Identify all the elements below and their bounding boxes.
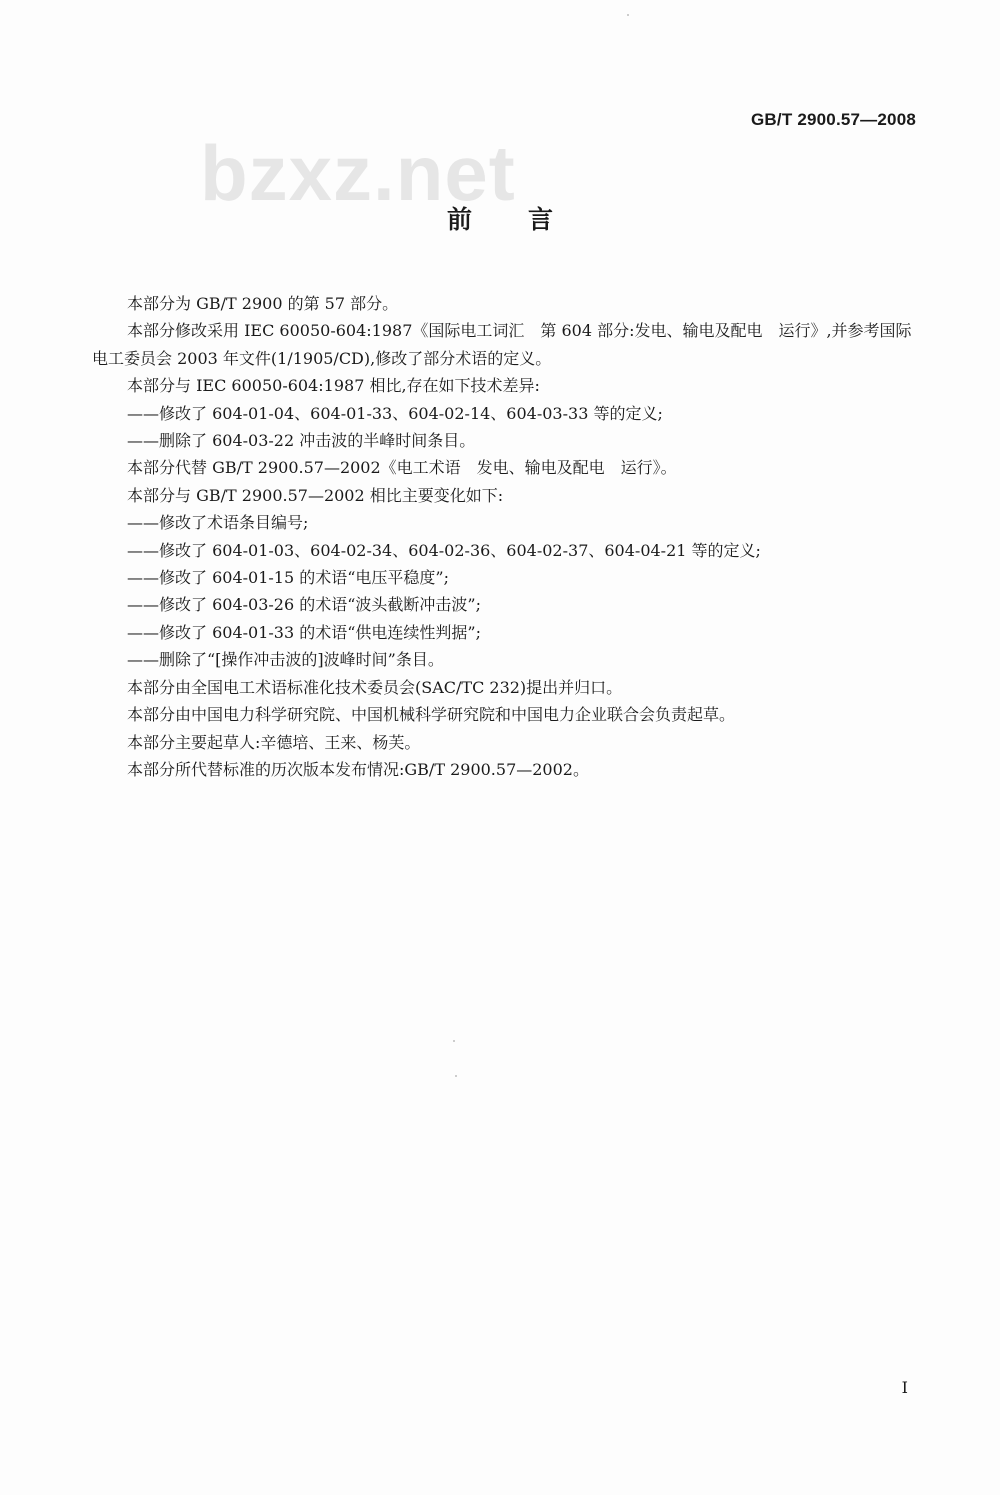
- list-item: ——修改了术语条目编号;: [127, 513, 309, 533]
- paragraph: 本部分与 IEC 60050-604:1987 相比,存在如下技术差异:: [127, 376, 540, 396]
- paragraph: 本部分为 GB/T 2900 的第 57 部分。: [127, 294, 399, 313]
- paragraph: 本部分修改采用 IEC 60050-604:1987《国际电工词汇 第 604 部分:发电、输电及配电 运行》,并参考国际电工委员会 2003 年文件(1/1905/CD),修改了部分术语的定义。: [92, 321, 912, 368]
- list-item: ——修改了 604-01-33 的术语“供电连续性判据”;: [127, 622, 481, 642]
- list-item: ——删除了“[操作冲击波的]波峰时间”条目。: [127, 650, 444, 670]
- paragraph: 本部分主要起草人:辛德培、王来、杨芙。: [127, 732, 421, 752]
- paragraph: 本部分代替 GB/T 2900.57—2002《电工术语 发电、输电及配电 运行》。: [127, 458, 677, 478]
- standard-number: GB/T 2900.57—2008: [751, 110, 916, 129]
- watermark: bzxz.net: [200, 129, 516, 217]
- list-item: ——删除了 604-03-22 冲击波的半峰时间条目。: [127, 431, 476, 451]
- foreword-body: [92, 290, 918, 783]
- scan-speck: [453, 1040, 455, 1042]
- paragraph: 本部分与 GB/T 2900.57—2002 相比主要变化如下:: [127, 485, 504, 505]
- scan-speck: [627, 14, 629, 16]
- page-number: I: [901, 1378, 908, 1397]
- list-item: ——修改了 604-03-26 的术语“波头截断冲击波”;: [127, 595, 481, 615]
- list-item: ——修改了 604-01-03、604-02-34、604-02-36、604-02-37、604-04-21 等的定义;: [127, 540, 761, 560]
- paragraph: 本部分由全国电工术语标准化技术委员会(SAC/TC 232)提出并归口。: [127, 677, 623, 697]
- paragraph: 本部分所代替标准的历次版本发布情况:GB/T 2900.57—2002。: [127, 759, 589, 779]
- page-title: 前言: [446, 205, 609, 234]
- paragraph: 本部分由中国电力科学研究院、中国机械科学研究院和中国电力企业联合会负责起草。: [127, 705, 736, 725]
- scan-speck: [455, 1075, 457, 1077]
- list-item: ——修改了 604-01-04、604-01-33、604-02-14、604-03-33 等的定义;: [127, 403, 663, 423]
- list-item: ——修改了 604-01-15 的术语“电压平稳度”;: [127, 568, 449, 588]
